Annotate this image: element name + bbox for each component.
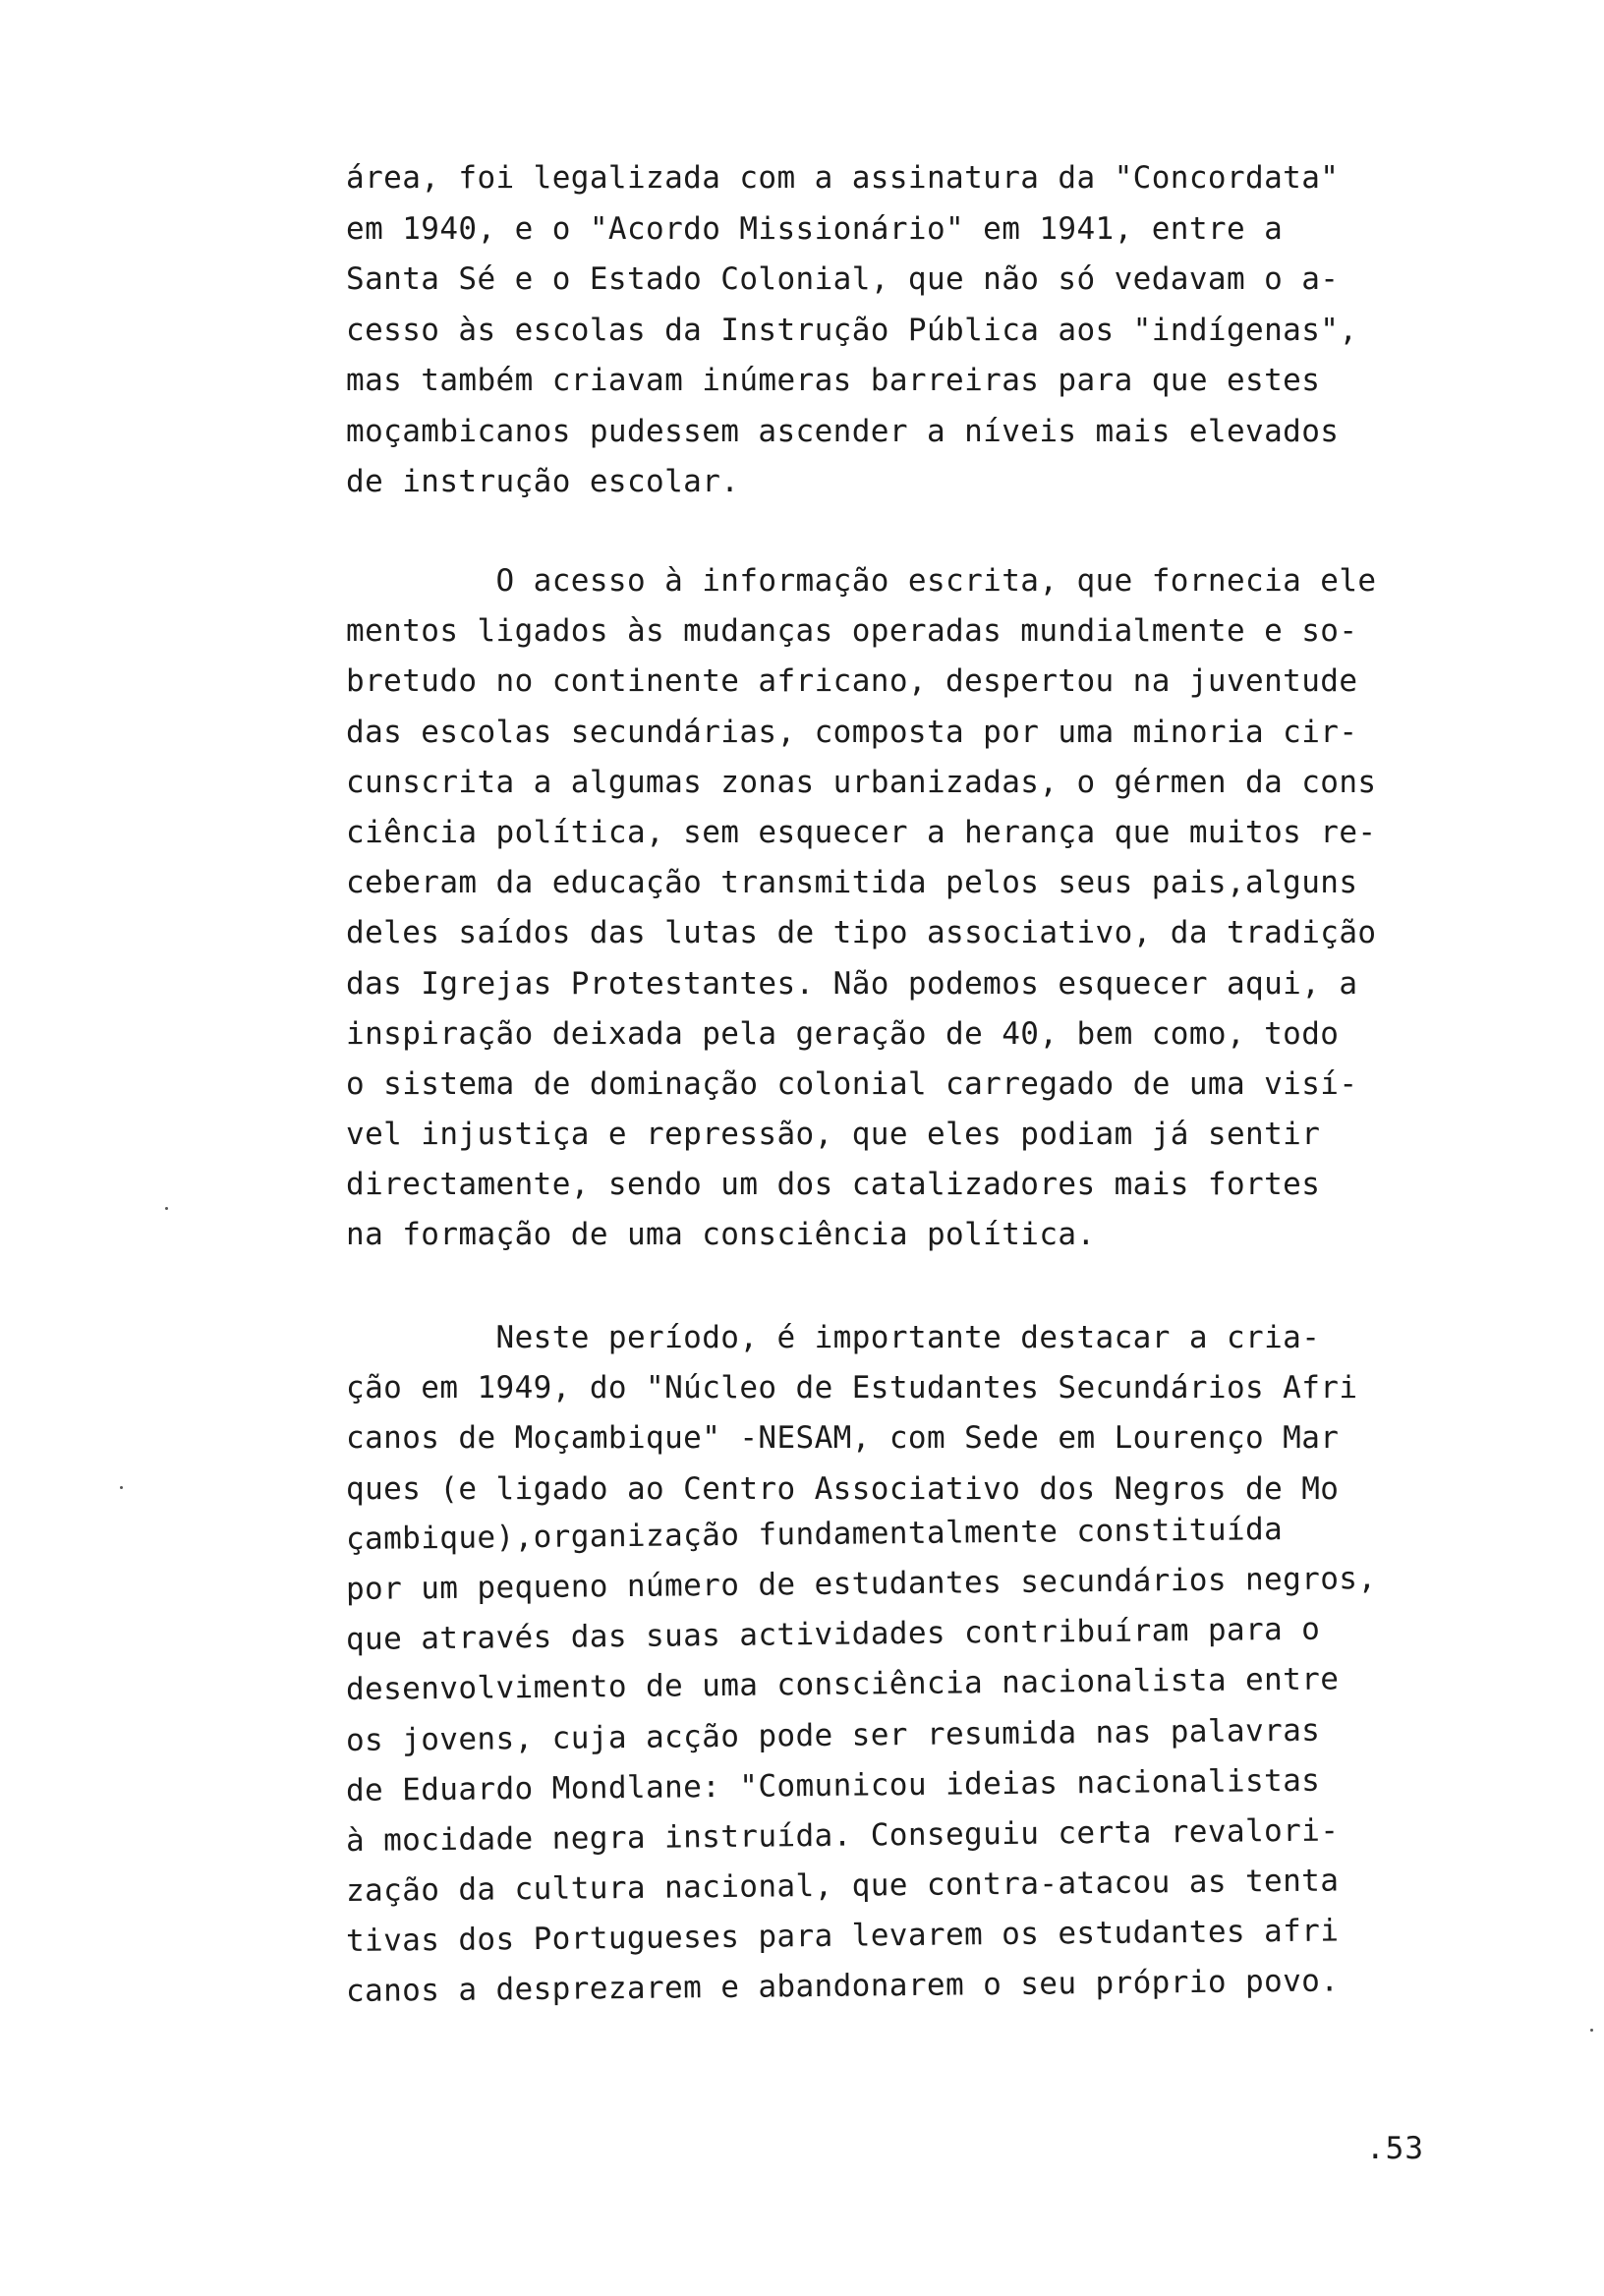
text-line: O acesso à informação escrita, que fornecia ele <box>346 563 1377 599</box>
text-line: em 1940, e o "Acordo Missionário" em 1941, entre a <box>346 210 1284 247</box>
text-line: os jovens, cuja acção pode ser resumida nas palavras <box>345 1712 1321 1758</box>
text-line: na formação de uma consciência política. <box>346 1217 1096 1253</box>
text-line: Santa Sé e o Estado Colonial, que não só vedavam o a- <box>346 261 1340 297</box>
text-line: cunscrita a algumas zonas urbanizadas, o gérmen da cons <box>346 764 1377 800</box>
text-line: Neste período, é importante destacar a cria- <box>346 1320 1321 1355</box>
text-line: das Igrejas Protestantes. Não podemos esquecer aqui, a <box>346 965 1358 1002</box>
paragraph-2 <box>346 556 1476 1261</box>
text-line: mentos ligados às mudanças operadas mundialmente e so- <box>346 613 1358 650</box>
text-line: canos a desprezarem e abandonarem o seu próprio povo. <box>345 1963 1340 2010</box>
text-line: ceberam da educação transmitida pelos seus pais,alguns <box>346 865 1358 901</box>
text-line: que através das suas actividades contribuíram para o <box>345 1611 1321 1658</box>
paragraph-1 <box>346 153 1476 508</box>
text-line: directamente, sendo um dos catalizadores mais fortes <box>346 1167 1321 1203</box>
text-line: deles saídos das lutas de tipo associativo, da tradição <box>346 915 1377 951</box>
text-line: ques (e ligado ao Centro Associativo dos Negros de Mo <box>346 1470 1340 1507</box>
text-line: vel injustiça e repressão, que eles podiam já sentir <box>346 1117 1321 1153</box>
page-number: .53 <box>1366 2131 1424 2166</box>
text-line: bretudo no continente africano, despertou na juventude <box>346 663 1358 700</box>
text-line: à mocidade negra instruída. Conseguiu certa revalori- <box>345 1812 1340 1859</box>
text-line: ção em 1949, do "Núcleo de Estudantes Secundários Afri <box>346 1370 1358 1406</box>
text-line: ciência política, sem esquecer a herança que muitos re- <box>346 814 1377 850</box>
text-line: zação da cultura nacional, que contra-atacou as tenta <box>345 1863 1340 1910</box>
text-line: de Eduardo Mondlane: "Comunicou ideias nacionalistas <box>345 1762 1321 1808</box>
text-line: por um pequeno número de estudantes secundários negros, <box>345 1560 1377 1607</box>
scan-speck <box>1590 2029 1593 2032</box>
text-line: o sistema de dominação colonial carregado de uma visí- <box>346 1065 1358 1102</box>
text-line: de instrução escolar. <box>346 464 740 499</box>
text-line: cesso às escolas da Instrução Pública aos "indígenas", <box>346 312 1358 348</box>
text-line: çambique),organização fundamentalmente constituída <box>345 1511 1284 1557</box>
text-line: mas também criavam inúmeras barreiras para que estes <box>346 363 1321 398</box>
text-line: área, foi legalizada com a assinatura da "Concordata" <box>346 160 1340 196</box>
text-line: moçambicanos pudessem ascender a níveis mais elevados <box>346 413 1340 449</box>
scan-speck <box>165 1207 168 1210</box>
scan-speck <box>120 1486 123 1489</box>
paragraph-3 <box>346 1313 1476 2018</box>
text-line: das escolas secundárias, composta por uma minoria cir- <box>346 714 1358 750</box>
text-line: tivas dos Portugueses para levarem os estudantes afri <box>345 1913 1340 1960</box>
text-line: desenvolvimento de uma consciência nacionalista entre <box>345 1661 1340 1708</box>
text-line: canos de Moçambique" -NESAM, com Sede em Lourenço Mar <box>346 1420 1340 1457</box>
text-line: inspiração deixada pela geração de 40, bem como, todo <box>346 1015 1340 1052</box>
